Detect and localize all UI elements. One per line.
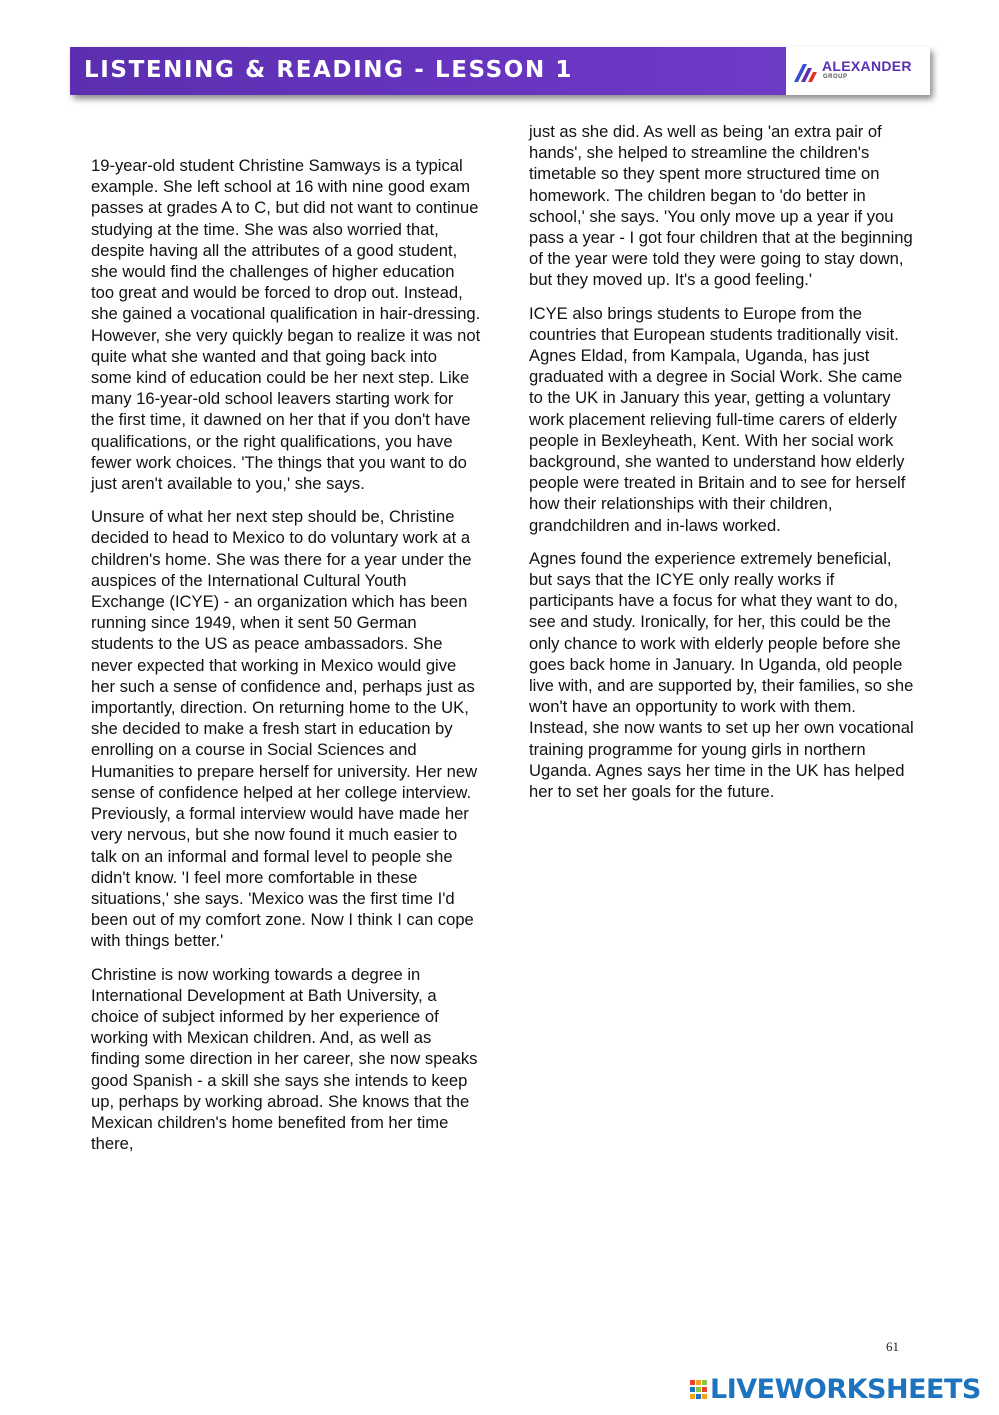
page-number: 61	[886, 1339, 899, 1354]
paragraph: Agnes found the experience extremely beneficial, but says that the ICYE only really works if participants have a focus for what they want to do, see and study. Ironically, for her, this could be the only chance to work with elderly people before she goes back home in January. In Uganda, old people live with, and are supported by, their families, so she won't have an opportunity to work with them. Instead, she now wants to set up her own vocational training programme for young girls in northern Uganda. Agnes says her time in the UK has helped her to set her goals for the future.	[529, 548, 914, 802]
page-title: LISTENING & READING - LESSON 1	[84, 57, 574, 83]
header-bar	[70, 47, 930, 95]
paragraph: ICYE also brings students to Europe from the countries that European students traditionally visit. Agnes Eldad, from Kampala, Uganda, has just graduated with a degree in Social Work. She came to the UK in January this year, getting a voluntary work placement relieving full-time carers of elderly people in Bexleyheath, Kent. With her social work background, she wanted to understand how elderly people were treated in Britain and to see for herself how their relationships with their children, grandchildren and in-laws worked.	[529, 303, 906, 535]
logo-name: ALEXANDER	[822, 58, 912, 74]
alexander-logo-icon	[794, 60, 820, 82]
paragraph: Unsure of what her next step should be, Christine decided to head to Mexico to do voluntary work at a children's home. She was there for a year under the auspices of the International Cultural Youth Exchange (ICYE) - an organization which has been running since 1949, when it sent 50 German students to the US as peace ambassadors. She never expected that working in Mexico would give her such a sense of confidence and, perhaps just as importantly, direction. On returning home to the UK, she decided to make a fresh start in education by enrolling on a course in Social Sciences and Humanities to prepare herself for university. Her new sense of confidence helped at her college interview. Previously, a formal interview would have made her very nervous, but she now found it much easier to talk on an informal and formal level to people she didn't know. 'I feel more comfortable in these situations,' she says. 'Mexico was the first time I'd been out of my comfort zone. Now I think I can cope with things better.'	[91, 507, 478, 951]
paragraph: 19-year-old student Christine Samways is a typical example. She left school at 16 with nine good exam passes at grades A to C, but did not want to continue studying at the time. She was also worried that, despite having all the attributes of a good student, she would find the challenges of higher education too great and would be forced to drop out. Instead, she gained a vocational qualification in hair-dressing. However, she very quickly began to realize it was not quite what she wanted and that going back into some kind of education could be her next step. Like many 16-year-old school leavers starting work for the first time, it dawned on her that if you don't have qualifications, or the right qualifications, you have fewer work choices. 'The things that you want to do just aren't available to you,' she says.	[91, 156, 481, 494]
article-left-column	[91, 155, 481, 1166]
logo-subtitle: GROUP	[823, 74, 848, 80]
paragraph: just as she did. As well as being 'an extra pair of hands', she helped to streamline the children's timetable so they spent more structured time on homework. The children began to 'do better in school,' she says. 'You only move up a year if you pass a year - I got four children that at the beginning of the year were told they were going to stay down, but they moved up. It's a good feeling.'	[529, 122, 913, 290]
article-right-column	[529, 121, 915, 814]
alexander-group-logo	[786, 47, 930, 95]
liveworksheets-text: LIVEWORKSHEETS	[710, 1374, 981, 1405]
liveworksheets-icon	[690, 1380, 708, 1400]
paragraph: Christine is now working towards a degree in International Development at Bath University, a choice of subject informed by her experience of working with Mexican children. And, as well as finding some direction in her career, she now speaks good Spanish - a skill she says she intends to keep up, perhaps by working abroad. She knows that the Mexican children's home benefited from her time there,	[91, 964, 478, 1154]
